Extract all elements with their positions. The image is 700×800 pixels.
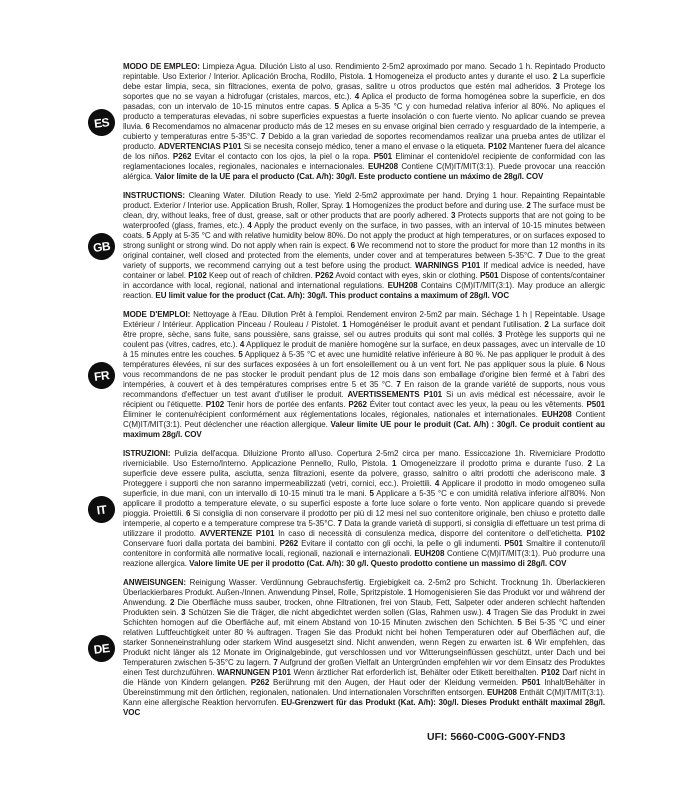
ufi-line: [0, 727, 700, 745]
instructions-text-es: MODO DE EMPLEO: Limpieza Agua. Dilución Listo al uso. Rendimiento 2-5m2 aproximado por mano. Secado 1 h. Repintado Producto repintable. Uso Exterior / Interior. Aplicación Brocha, Rodillo, Pistola. 1 Homogeneiza el producto antes y durante el uso. 2 La superficie debe estar limpia, seca, sin filtraciones, exenta de polvo, grasas, salitre u otros productos que estén mal adheridos. 3 Protege los soportes que no se vayan a hidrofugar (cristales, marcos, etc.). 4 Aplica el producto de forma homogénea sobre la superficie, en dos pasadas, con un intervalo de 10-15 minutos entre capas. 5 Aplica a 5-35 °C y con humedad relativa inferior al 80%. No apliques el producto a temperaturas elevadas, ni sobre superficies expuestas a fuerte insolación o con fuerte viento. No aplicar cuando se prevea lluvia. 6 Recomendamos no almacenar producto más de 12 meses en su envase original bien cerrado y resguardado de la intemperie, a cubierto y temperaturas entre 5-35°C. 7 Debido a la gran variedad de soportes recomendamos realizar una prueba antes de utilizar el producto. ADVERTENCIAS P101 Si se necesita consejo médico, tener a mano el envase o la etiqueta. P102 Mantener fuera del alcance de los niños. P262 Evitar el contacto con los ojos, la piel o la ropa. P501 Eliminar el contenido/el recipiente de conformidad con las reglamentaciones locales, regionales, nacionales e internacionales. EUH208 Contiene C(M)IT/MIT(3:1). Puede provocar una reacción alérgica. Valor límite de la UE para el producto (Cat. A/h): 30g/l. Este producto contiene un máximo de 28g/l. COV: [123, 62, 605, 181]
language-badge-es: ES: [86, 107, 116, 137]
language-badge-gb: GB: [86, 231, 116, 261]
section-gb: [0, 191, 700, 301]
instructions-text-fr: MODE D'EMPLOI: Nettoyage à l'Eau. Dilution Prêt à l'emploi. Rendement environ 2-5m2 par main. Séchage 1 h | Repeintable. Usage Extérieur / Intérieur. Application Pinceau / Rouleau / Pistolet. 1 Homogénéiser le produit avant et pendant l'utilisation. 2 La surface doit être propre, sèche, sans fuite, sans poussière, sans graisse, sel ou autres produits qui sont mal collés. 3 Protège les supports qui ne coulent pas (vitres, cadres, etc.). 4 Appliquez le produit de manière homogène sur la surface, en deux passages, avec un intervalle de 10 à 15 minutes entre les couches. 5 Appliquez à 5-35 °C et avec une humidité relative inférieure à 80 %. Ne pas appliquer le produit à des températures élevées, ni sur des surfaces exposées à un fort ensoleillement ou à un vent fort. Ne pas appliquer sous la pluie. 6 Nous vous recommandons de ne pas stocker le produit pendant plus de 12 mois dans son emballage d'origine bien fermé et à l'abri des intempéries, à couvert et à des températures comprises entre 5 et 35 °C. 7 En raison de la grande variété de supports, nous vous recommandons d'effectuer un test avant d'utiliser le produit. AVERTISSEMENTS P101 Si un avis médical est nécessaire, avoir le récipient ou l'étiquette. P102 Tenir hors de portée des enfants. P262 Éviter tout contact avec les yeux, la peau ou les vêtements. P501 Éliminer le contenu/récipient conformément aux réglementations locales, régionales, nationales et internationales. EUH208 Contient C(M)IT/MIT(3:1). Peut déclencher une réaction allergique. Valeur limite UE pour le produit (Cat. A/h) : 30g/l. Ce produit contient au maximum 28g/l. COV: [123, 310, 606, 439]
section-de: [0, 578, 700, 718]
language-badge-de: DE: [86, 633, 116, 663]
language-badge-it: IT: [86, 494, 116, 524]
instructions-text-de: ANWEISUNGEN: Reinigung Wasser. Verdünnung Gebrauchsfertig. Ergiebigkeit ca. 2-5m2 pro Schicht. Trocknung 1h. Überlackieren Überlackierbares Produkt. Außen-/Innen. Anwendung Pinsel, Rolle, Spritzpistole. 1 Homogenisieren Sie das Produkt vor und während der Anwendung. 2 Die Oberfläche muss sauber, trocken, ohne Filtrationen, frei von Staub, Fett, Salpeter oder anderen schlecht haftenden Produkten sein. 3 Schützen Sie die Träger, die nicht abgedichtet werden sollen (Glas, Rahmen usw.). 4 Tragen Sie das Produkt in zwei Schichten homogen auf die Oberfläche auf, mit einem Abstand von 10-15 Minuten zwischen den Schichten. 5 Bei 5-35 °C und einer relativen Luftfeuchtigkeit unter 80 % auftragen. Tragen Sie das Produkt nicht bei hohen Temperaturen oder auf Oberflächen auf, die starker Sonneneinstrahlung oder starkem Wind ausgesetzt sind. Nicht anwenden, wenn Regen zu erwarten ist. 6 Wir empfehlen, das Produkt nicht länger als 12 Monate im Originalgebinde, gut verschlossen und vor Witterungseinflüssen geschützt, unter Dach und bei Temperaturen zwischen 5-35°C zu lagern. 7 Aufgrund der großen Vielfalt an Untergründen empfehlen wir vor dem Einsatz des Produktes einen Test durchzuführen. WARNUNGEN P101 Wenn ärztlicher Rat erforderlich ist, Behälter oder Etikett bereithalten. P102 Darf nicht in die Hände von Kindern gelangen. P262 Berührung mit den Augen, der Haut oder der Kleidung vermeiden. P501 Inhalt/Behälter in Übereinstimmung mit den örtlichen, regionalen, nationalen. Und internationalen Vorschriften entsorgen. EUH208 Enthält C(M)IT/MIT(3:1). Kann eine allergische Reaktion hervorrufen. EU-Grenzwert für das Produkt (Kat. A/h): 30g/l. Dieses Produkt enthält maximal 28g/l. VOC: [123, 578, 606, 717]
instructions-text-gb: INSTRUCTIONS: Cleaning Water. Dilution Ready to use. Yield 2-5m2 approximate per hand. Drying 1 hour. Repainting Repaintable product. Exterior / Interior use. Application Brush, Roller, Spray. 1 Homogenizes the product before and during use. 2 The surface must be clean, dry, without leaks, free of dust, grease, salt or other products that are poorly adhered. 3 Protects supports that are not going to be waterproofed (glass, frames, etc.). 4 Apply the product evenly on the surface, in two passes, with an interval of 10-15 minutes between coats. 5 Apply at 5-35 °C and with relative humidity below 80%. Do not apply the product at high temperatures, or on surfaces exposed to strong sunlight or strong wind. Do not apply when rain is expect. 6 We recommend not to store the product for more than 12 months in its original container, well closed and protected from the elements, under cover and at temperatures between 5-35°C. 7 Due to the great variety of supports, we recommend carrying out a test before using the product. WARNINGS P101 If medical advice is needed, have container or label. P102 Keep out of reach of children. P262 Avoid contact with eyes, skin or clothing. P501 Dispose of contents/container in accordance with local, regional, national and international regulations. EUH208 Contains C(M)IT/MIT(3:1). May produce an allergic reaction. EU limit value for the product (Cat. A/h): 30g/l. This product contains a maximum of 28g/l. VOC: [123, 191, 606, 300]
ufi-code: UFI: 5660-C00G-G00Y-FND3: [427, 731, 566, 743]
section-it: [0, 449, 700, 569]
section-es: [0, 62, 700, 182]
language-badge-fr: FR: [86, 360, 116, 390]
instructions-text-it: ISTRUZIONI: Pulizia dell'acqua. Diluizione Pronto all'uso. Copertura 2-5m2 circa per mano. Essiccazione 1h. Riverniciare Prodotto riverniciabile. Uso Esterno/Interno. Applicazione Pennello, Rullo, Pistola. 1 Omogeneizzare il prodotto prima e durante l'uso. 2 La superficie deve essere pulita, asciutta, senza filtrazioni, esente da polvere, grasso, salnitro o altri prodotti che aderiscono male. 3 Proteggere i supporti che non saranno impermeabilizzati (vetri, cornici, ecc.). Proiettili. 4 Applicare il prodotto in modo omogeneo sulla superficie, in due mani, con un intervallo di 10-15 minuti tra le mani. 5 Applicare a 5-35 °C e con umidità relativa inferiore all'80%. Non applicare il prodotto a temperature elevate, o su superfici esposte a forte luce solare o forte vento. Non applicare quando si prevede pioggia. Proiettili. 6 Si consiglia di non conservare il prodotto per più di 12 mesi nel suo contenitore originale, ben chiuso e protetto dalle intemperie, al coperto e a temperature comprese tra 5-35°C. 7 Data la grande varietà di supporti, si consiglia di effettuare un test prima di utilizzare il prodotto. AVVERTENZE P101 In caso di necessità di consulenza medica, disporre del contenitore o dell'etichetta. P102 Conservare fuori dalla portata dei bambini. P262 Evitare il contatto con gli occhi, la pelle o gli indumenti. P501 Smaltire il contenuto/il contenitore in conformità alle normative locali, regionali, nazionali e internazionali. EUH208 Contiene C(M)IT/MIT(3:1). Può produrre una reazione allergica. Valore limite UE per il prodotto (Cat. A/h): 30 g/l. Questo prodotto contiene un massimo di 28g/l. COV: [123, 449, 606, 568]
section-fr: [0, 310, 700, 440]
